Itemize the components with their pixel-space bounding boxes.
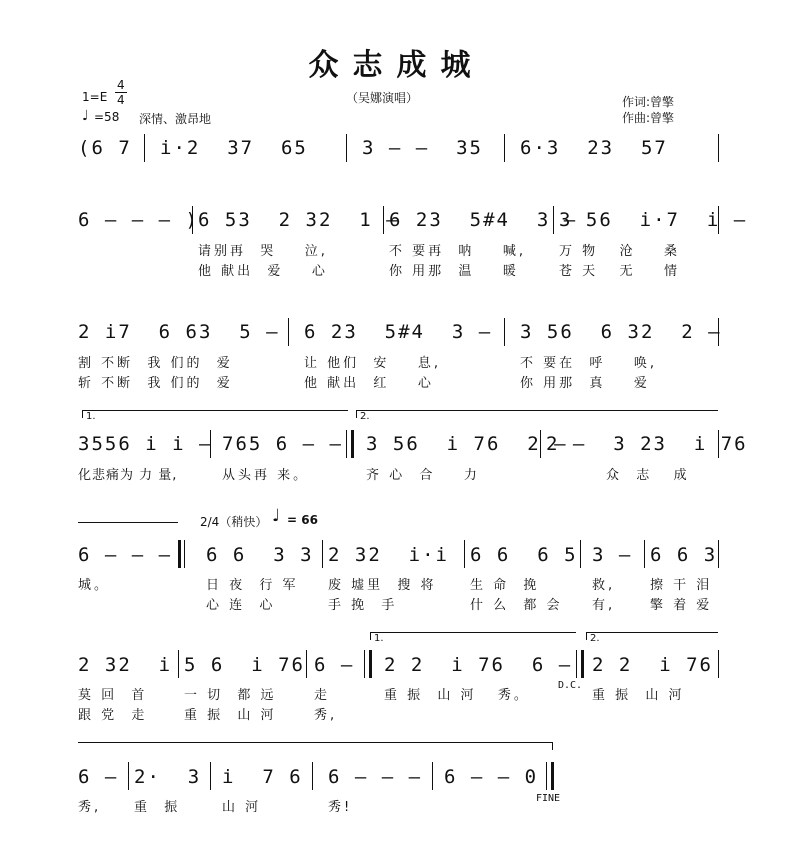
lyrics-verse-2: 你 用那 温 暖 <box>389 264 519 279</box>
lyrics-verse-1: 重 振 <box>134 800 181 815</box>
lyrics-verse-2: 什 么 都 会 <box>470 598 563 613</box>
quarter-note-icon: ♩ <box>82 108 89 124</box>
barline <box>210 762 211 790</box>
measure: 6 23 5#4 3 — <box>389 209 578 231</box>
tempo-change-meter: 2/4（稍快） <box>200 515 268 529</box>
volta-bracket-2 <box>586 632 718 633</box>
measure: 6 6 3 <box>650 544 718 566</box>
expression-marking: 深情、激昂地 <box>139 112 212 126</box>
volta-bracket-2-edge <box>356 410 357 418</box>
lyrics-verse-1: 山 河 <box>222 800 262 815</box>
song-title: 众志成城 <box>308 48 485 83</box>
lyricist: 作词:曾擎 <box>622 95 675 109</box>
barline <box>346 134 347 162</box>
final-barline-thick <box>551 762 554 790</box>
volta-1-label: 1. <box>374 633 384 644</box>
measure: 6 — <box>78 766 119 788</box>
volta-continuation <box>78 742 552 743</box>
measure: 6 53 2 32 1 — <box>198 209 400 231</box>
barline <box>580 540 581 568</box>
lyrics-verse-1: 不 要在 呼 唤, <box>520 356 658 371</box>
lyrics-verse-2: 斩 不断 我 们的 爱 <box>78 376 233 391</box>
measure: 2 32 i <box>78 654 173 676</box>
lyrics-verse-1: 从头再 来。 <box>222 468 310 483</box>
performer: （吴娜演唱） <box>346 91 419 105</box>
barline <box>718 206 719 234</box>
time-signature-numerator: 4 <box>117 78 125 92</box>
lyrics-verse-2: 他 献出 爱 心 <box>198 264 328 279</box>
barline <box>718 318 719 346</box>
lyrics-verse-1: 齐 心 合 力 <box>366 468 480 483</box>
measure: 6 — <box>314 654 355 676</box>
lyrics-verse-1: 废 墟里 搜 将 <box>328 578 437 593</box>
measure: 3 — <box>592 544 633 566</box>
barline <box>210 430 211 458</box>
lyrics-verse-1: 莫 回 首 <box>78 688 148 703</box>
lyrics-verse-1: 众 志 成 <box>606 468 690 483</box>
lyrics-verse-1: 秀, <box>78 800 102 815</box>
lyrics-verse-2: 跟 党 走 <box>78 708 148 723</box>
barline <box>718 650 719 678</box>
volta-continuation <box>78 522 178 523</box>
volta-bracket-2-edge <box>586 632 587 640</box>
lyrics-verse-1: 重 振 山 河 秀。 <box>384 688 530 703</box>
measure: (6 7 <box>78 137 132 159</box>
repeat-end-barline-thick <box>351 430 354 458</box>
lyrics-verse-1: 万 物 沧 桑 <box>559 244 681 259</box>
barline <box>312 762 313 790</box>
barline <box>178 650 179 678</box>
measure: 6 6 6 5 <box>470 544 578 566</box>
measure: 2 2 i 76 6 — <box>384 654 573 676</box>
barline <box>553 206 554 234</box>
lyrics-verse-1: 秀! <box>328 800 353 815</box>
barline <box>306 650 307 678</box>
measure: 2 i7 6 63 5 — <box>78 321 280 343</box>
barline <box>288 318 289 346</box>
fine-marking: FINE <box>536 793 561 804</box>
key-signature: 1=E <box>82 90 108 104</box>
barline-thick <box>581 650 584 678</box>
repeat-start-barline <box>184 540 185 568</box>
measure: 2 2 i 76 <box>592 654 713 676</box>
measure: 6 6 3 3 <box>206 544 314 566</box>
lyrics-verse-1: 化悲痛为 力 量, <box>78 468 178 483</box>
barline <box>322 540 323 568</box>
tempo-change-value: = 66 <box>287 513 318 527</box>
lyrics-verse-1: 请别再 哭 泣, <box>198 244 328 259</box>
measure: 6 — — 0 <box>444 766 539 788</box>
lyrics-verse-2: 秀, <box>314 708 338 723</box>
barline <box>504 134 505 162</box>
barline <box>128 762 129 790</box>
barline <box>718 540 719 568</box>
composer: 作曲:曾擎 <box>622 111 675 125</box>
final-barline <box>546 762 547 790</box>
measure: 5 6 i 76 <box>184 654 305 676</box>
measure: 3 56 6 32 2 — <box>520 321 722 343</box>
barline <box>540 430 541 458</box>
barline <box>718 134 719 162</box>
lyrics-verse-1: 生 命 挽 <box>470 578 540 593</box>
repeat-end-barline <box>346 430 347 458</box>
lyrics-verse-2: 他 献出 红 心 <box>304 376 434 391</box>
barline <box>718 430 719 458</box>
measure: 3 56 i 76 2 — <box>366 433 568 455</box>
volta-1-label: 1. <box>86 411 96 422</box>
barline <box>432 762 433 790</box>
volta-bracket-1 <box>370 632 576 633</box>
barline <box>192 206 193 234</box>
lyrics-verse-1: 擦 干 泪 <box>650 578 713 593</box>
lyrics-verse-1: 一 切 都 远 <box>184 688 277 703</box>
volta-2-label: 2. <box>360 411 370 422</box>
measure: 2· 3 <box>134 766 202 788</box>
measure: i·2 37 65 <box>160 137 308 159</box>
volta-bracket-1 <box>82 410 348 411</box>
measure: 3556 i i — <box>78 433 213 455</box>
lyrics-verse-2: 你 用那 真 爱 <box>520 376 650 391</box>
tempo-marking: =58 <box>94 110 120 124</box>
barline <box>576 650 577 678</box>
measure: 2 32 i·i <box>328 544 449 566</box>
lyrics-verse-1: 让 他们 安 息, <box>304 356 442 371</box>
lyrics-verse-1: 日 夜 行 军 <box>206 578 299 593</box>
measure: 765 6 — — <box>222 433 343 455</box>
barline <box>644 540 645 568</box>
quarter-note-icon: ♩ <box>272 506 281 526</box>
measure: 3 56 i·7 i — <box>559 209 748 231</box>
repeat-end-barline <box>364 650 365 678</box>
measure: 6·3 23 57 <box>520 137 668 159</box>
lyrics-verse-2: 苍 天 无 情 <box>559 264 681 279</box>
volta-2-label: 2. <box>590 633 600 644</box>
repeat-end-barline-thick <box>369 650 372 678</box>
lyrics-verse-2: 有, <box>592 598 616 613</box>
measure: 2 — 3 23 i 76 <box>546 433 748 455</box>
dc-marking: D.C. <box>558 680 583 691</box>
measure: 6 — — — <box>78 544 173 566</box>
volta-continuation-edge <box>552 742 553 750</box>
lyrics-verse-2: 重 振 山 河 <box>184 708 277 723</box>
lyrics-verse-1: 救, <box>592 578 616 593</box>
lyrics-verse-2: 手 挽 手 <box>328 598 398 613</box>
measure: 6 23 5#4 3 — <box>304 321 493 343</box>
barline <box>464 540 465 568</box>
measure: i 7 6 <box>222 766 303 788</box>
measure: 6 — — — ) <box>78 209 199 231</box>
lyrics-verse-1: 割 不断 我 们的 爱 <box>78 356 233 371</box>
lyrics-verse-1: 城。 <box>78 578 111 593</box>
lyrics-verse-2: 心 连 心 <box>206 598 276 613</box>
lyrics-verse-1: 重 振 山 河 <box>592 688 685 703</box>
barline <box>504 318 505 346</box>
measure: 3 — — 35 <box>362 137 483 159</box>
measure: 6 — — — <box>328 766 423 788</box>
barline <box>383 206 384 234</box>
volta-bracket-2 <box>356 410 718 411</box>
time-signature-denominator: 4 <box>117 93 125 107</box>
barline <box>144 134 145 162</box>
lyrics-verse-1: 走 <box>314 688 331 703</box>
lyrics-verse-1: 不 要再 呐 喊, <box>389 244 527 259</box>
volta-bracket-1-edge <box>370 632 371 640</box>
lyrics-verse-2: 擎 着 爱 <box>650 598 713 613</box>
repeat-start-barline-thick <box>178 540 181 568</box>
volta-bracket-1-edge <box>82 410 83 418</box>
